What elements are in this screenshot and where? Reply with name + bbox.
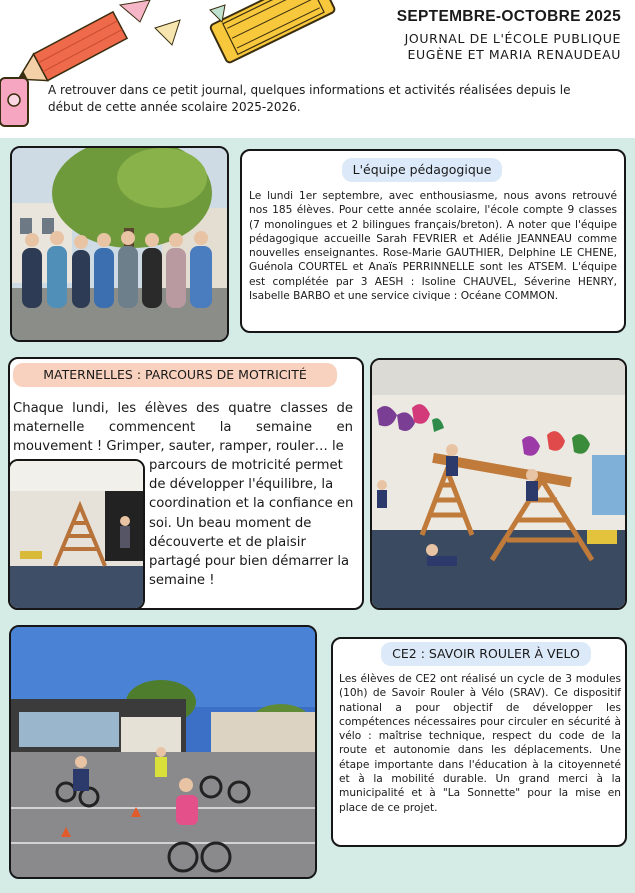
maternelles-text-top: Chaque lundi, les élèves des quatre classes de maternelle commencent la semaine en mouvement ! Grimper, sauter, ramper, rouler… le	[13, 401, 353, 455]
bike-photo	[9, 625, 317, 879]
team-text: Le lundi 1er septembre, avec enthousiasme, nous avons retrouvé nos 185 élèves. Pour cette année scolaire, l'école compte 9 classes (7 monolingues et 2 bilingues français/breton). A noter que l'équipe pédagogique accueille Sarah FEVRIER et Adélie JEANNEAU comme nouvelles enseignantes. Rose-Marie GAUTHIER, Delphine LE CHENE, Guénola COURTEL et Anaïs PERRINNELLE sont les ATSEM. L'équipe est complétée par 3 AESH : Isoline CHAUVEL, Séverine HENRY, Isabelle BARBO et une service civique : Océane COMMON.	[249, 190, 617, 303]
newsletter-title: SEPTEMBRE-OCTOBRE 2025	[396, 8, 621, 25]
intro-text: A retrouver dans ce petit journal, quelques informations et activités réalisées depuis le début de cette année scolaire 2025-2026.	[48, 83, 571, 114]
ce2-title-pill: CE2 : SAVOIR ROULER À VELO	[381, 642, 591, 666]
ce2-panel	[331, 637, 627, 847]
motricity-gym-photo	[370, 358, 627, 610]
team-title-pill: L'équipe pédagogique	[342, 158, 502, 182]
maternelles-title-pill: MATERNELLES : PARCOURS DE MOTRICITÉ	[13, 363, 337, 387]
team-panel	[240, 149, 626, 333]
maternelles-text-bottom: parcours de motricité permet de développer l'équilibre, la coordination et la confiance en soi. Un beau moment de découverte et de plaisir partagé pour bien démarrer la semaine !	[149, 458, 354, 589]
subtitle-line-2: EUGÈNE ET MARIA RENAUDEAU	[407, 47, 621, 62]
newsletter-subtitle	[405, 31, 621, 63]
ce2-text: Les élèves de CE2 ont réalisé un cycle de 3 modules (10h) de Savoir Rouler à Vélo (SRAV). Ce dispositif national a pour objectif de développer les compétences nécessaires pour circuler en sécurité à vélo : maîtrise technique, respect du code de la route et autonomie dans les déplacements. Une étape importante dans l'éducation à la citoyenneté et à la mobilité durable. Un grand merci à la municipalité et à "La Sonnette" pour la mise en place de ce projet.	[339, 673, 621, 814]
motricity-small-photo	[8, 459, 145, 610]
maternelles-panel	[8, 357, 364, 610]
subtitle-line-1: JOURNAL DE L'ÉCOLE PUBLIQUE	[404, 31, 621, 46]
team-photo	[10, 146, 229, 342]
